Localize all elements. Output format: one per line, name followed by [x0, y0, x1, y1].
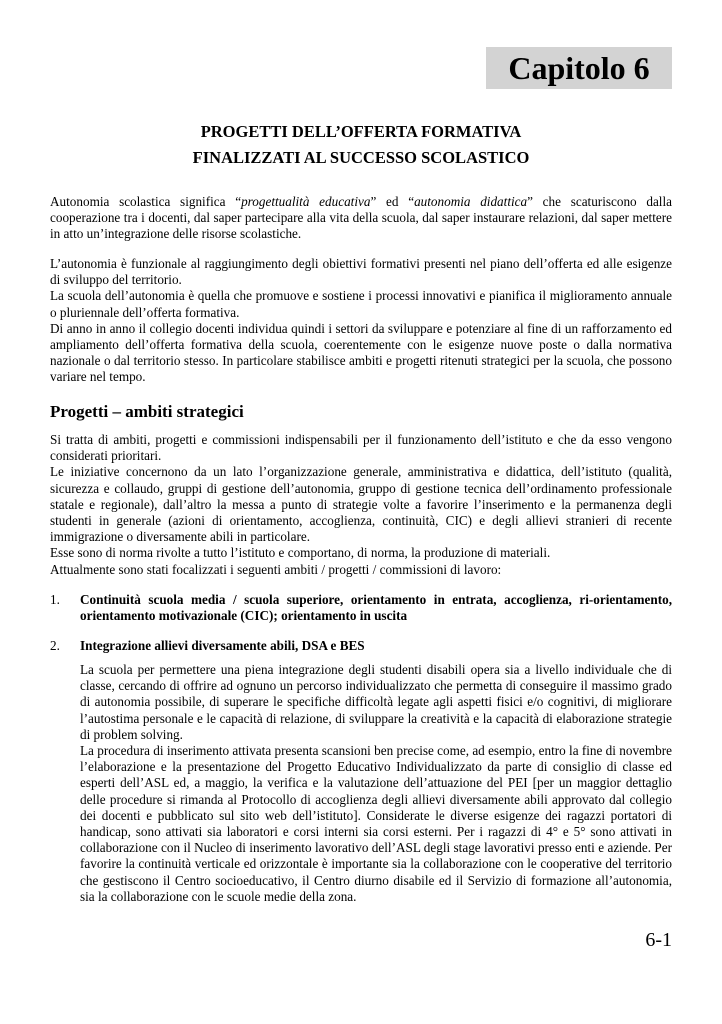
- list-item-body: [80, 662, 672, 905]
- section-paragraph-4: Attualmente sono stati focalizzati i seguenti ambiti / progetti / commissioni di lavoro:: [50, 561, 502, 577]
- list-item-title: Continuità scuola media / scuola superiore, orientamento in entrata, accoglienza, ri-orientamento, orientamento motivazionale (CIC); orientamento in uscita: [80, 592, 672, 624]
- section-heading: Progetti – ambiti strategici: [50, 402, 244, 421]
- intro-emphasis-2: autonomia didattica: [414, 194, 528, 209]
- section-paragraphs: [50, 432, 672, 578]
- intro-text: Autonomia scolastica significa “: [50, 194, 242, 209]
- intro-text: ” che scaturiscono dalla cooperazione tra i docenti, dal saper partecipare alla vita della scuola, dal saper instaurare relazioni, dal saper mettere in atto un’integrazione delle risorse scolastiche.: [50, 194, 672, 242]
- page-title-line-2: FINALIZZATI AL SUCCESSO SCOLASTICO: [192, 148, 530, 167]
- intro-paragraph-3: La scuola dell’autonomia è quella che promuove e sostiene i processi innovativi e pianifica il miglioramento annuale o pluriennale dell’offerta formativa.: [50, 288, 672, 320]
- page-number: 6-1: [645, 929, 672, 951]
- intro-paragraph-1: [50, 194, 672, 243]
- intro-paragraphs: [50, 256, 672, 386]
- section-paragraph-2: Le iniziative concernono da un lato l’organizzazione generale, amministrativa e didattica, dell’istituto (qualità, sicurezza e collaudo, gruppi di gestione dell’autonomia, gruppo di gestione tecnica dell’ordinamento professionale statale e regionale), dall’altro la messa a punto di strategie volte a favorire l’inserimento e la permanenza degli studenti in generale (azioni di orientamento, accoglienza, continuità, CIC) e degli allievi stranieri di recente immigrazione o diversamente abili in particolare.: [50, 464, 672, 545]
- list-item-paragraph-2: La procedura di inserimento attivata presenta scansioni ben precise come, ad esempio, entro la fine di novembre l’elaborazione e la presentazione del Progetto Educativo Individualizzato da parte di consiglio di classe ed esperti dell’ASL ed, a maggio, la verifica e la valutazione dell’attuazione del PEI [per un maggior dettaglio delle procedure si rimanda al Protocollo di accoglienza degli allievi diversamente abili approvato dal collegio dei docenti e pubblicato sul sito web dell’istituto]. Considerate le diverse esigenze dei ragazzi portatori di handicap, sono attivati sia laboratori e corsi interni sia corsi esterni. Per i ragazzi di 4° e 5° sono attivati in collaborazione con il Nucleo di inserimento lavorativo dell’ASL degli stage lavorativi presso enti e aziende. Per favorire la continuità verticale ed orizzontale è importante sia la collaborazione con le cooperative del territorio che gestiscono il Centro socioeducativo, il Centro diurno disabile ed il Servizio di formazione all’autonomia, sia la collaborazione con le scuole medie della zona.: [80, 743, 672, 904]
- chapter-label: Capitolo 6: [486, 47, 672, 89]
- intro-paragraph-2: L’autonomia è funzionale al raggiungimento degli obiettivi formativi presenti nel piano dell’offerta ed alle esigenze di sviluppo del territorio.: [50, 256, 672, 288]
- intro-paragraph-4: Di anno in anno il collegio docenti individua quindi i settori da sviluppare e potenziare al fine di un rafforzamento ed ampliamento dell’offerta formativa della scuola, coerentemente con le esigenze nuove poste o dalla normativa nazionale o dal territorio stesso. In particolare stabilisce ambiti e progetti ritenuti strategici per la scuola, che possono variare nel tempo.: [50, 320, 672, 385]
- list-item-number: 2.: [50, 638, 60, 653]
- list-item-number: 1.: [50, 592, 60, 607]
- intro-emphasis-1: progettualità educativa: [241, 194, 371, 209]
- section-paragraph-1: Si tratta di ambiti, progetti e commissioni indispensabili per il funzionamento dell’istituto e che da esso vengono considerati prioritari.: [50, 432, 672, 464]
- section-paragraph-3: Esse sono di norma rivolte a tutto l’istituto e comportano, di norma, la produzione di materiali.: [50, 545, 551, 561]
- page-title-line-1: PROGETTI DELL’OFFERTA FORMATIVA: [200, 122, 522, 141]
- list-item-paragraph-1: La scuola per permettere una piena integrazione degli studenti disabili opera sia a livello individuale che di classe, cercando di offrire ad ognuno un percorso individualizzato che permetta di conseguire il massimo grado di autonomia possibile, di superare le specifiche difficoltà legate agli aspetti fisici e/o cognitivi, di migliorare l’autostima personale e le capacità di relazione, di sviluppare la creatività e la capacità di elaborazione strategie di problem solving.: [80, 662, 672, 742]
- list-item-title: Integrazione allievi diversamente abili, DSA e BES: [80, 638, 365, 653]
- intro-text: ” ed “: [370, 194, 415, 209]
